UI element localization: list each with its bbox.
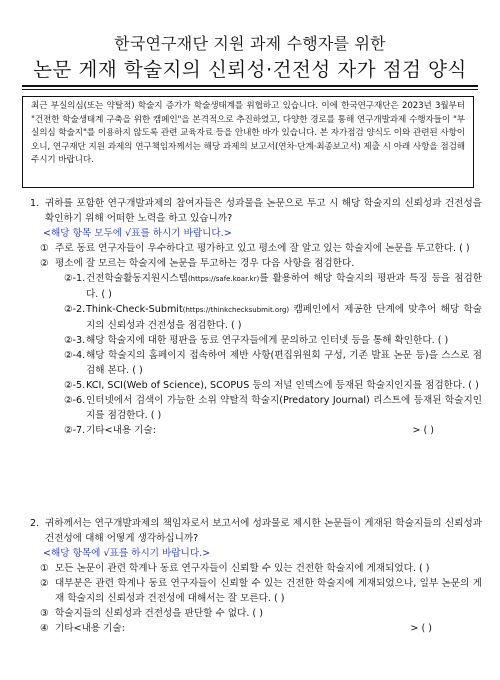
q2-option-3[interactable]: ③ 학술지들의 신뢰성과 건전성을 판단할 수 없다. ( )	[40, 608, 263, 619]
q1-suboption-2-5[interactable]: ②-5. KCI, SCI(Web of Science), SCOPUS 등의 저널 인덱스에 등재된 학술지인지를 점검한다. ( )	[64, 380, 479, 391]
question-1-number: 1.	[30, 198, 40, 209]
thinkchecksubmit-url: (https://thinkchecksubmit.org)	[182, 306, 290, 314]
q1-other-checkbox[interactable]: > ( )	[412, 425, 434, 436]
q1-suboption-2-5-marker: ②-5.	[64, 380, 86, 391]
q1-suboption-2-2-marker: ②-2.	[64, 304, 86, 315]
question-2-instruction: <해당 항목에 √표를 하시기 바랍니다.>	[43, 548, 211, 559]
q2-option-1[interactable]: ① 모든 논문이 관련 학계나 동료 연구자들이 신뢰할 수 있는 건전한 학술지에 게재되었다. ( )	[40, 563, 430, 574]
question-2	[30, 516, 482, 636]
question-1-instruction: <해당 항목 모두에 √표를 하시기 바랍니다.>	[43, 228, 232, 239]
page-title-line1: 한국연구재단 지원 과제 수행자를 위한	[114, 34, 386, 53]
q1-suboption-2-1[interactable]: ②-1. 건전학술활동지원시스템(https://safe.koar.kr)를 활용하여 해당 학술지의 평판과 특징 등을 점검한다. ( )	[64, 273, 482, 300]
q1-option-1-label: 주로 동료 연구자들이 우수하다고 평가하고 있고 평소에 잘 알고 있는 학술지에 논문을 투고한다. ( )	[55, 243, 470, 254]
q2-option-2[interactable]: ② 대부분은 관련 학계나 동료 연구자들이 신뢰할 수 있는 건전한 학술지에 게재되었으나, 일부 논문의 게재 학술지의 신뢰성과 건전성에 대해서는 잘 모른다. ( )	[40, 578, 482, 604]
q1-option-2-marker: ②	[40, 258, 49, 269]
q1-option-1-marker: ①	[40, 243, 49, 254]
q2-other-checkbox[interactable]: > ( )	[410, 623, 432, 634]
q1-option-2-label: 평소에 잘 모르는 학술지에 논문을 투고하는 경우 다음 사항을 점검한다.	[55, 258, 355, 269]
q1-suboption-2-6[interactable]: ②-6. 인터넷에서 검색이 가능한 소위 약탈적 학술지(Predatory Journal) 리스트에 등재된 학술지인지를 점검한다. ( )	[64, 395, 482, 421]
title-divider-thick	[22, 85, 478, 87]
q2-option-1-marker: ①	[40, 563, 49, 574]
page-title-line2: 논문 게재 학술지의 신뢰성·건전성 자가 점검 양식	[33, 58, 467, 81]
title-divider-thin	[22, 89, 478, 90]
q1-option-1[interactable]	[30, 241, 482, 256]
q1-suboption-2-4[interactable]: ②-4. 해당 학술지의 홈페이지 접속하여 제반 사항(편집위원회 구성, 기존 발표 논문 등)을 스스로 점검해 본다. ( )	[64, 350, 482, 376]
q2-option-2-marker: ②	[40, 578, 49, 589]
q2-option-4-marker: ④	[40, 623, 49, 634]
q1-suboption-list	[30, 271, 482, 438]
question-1	[30, 196, 482, 438]
q1-suboption-2-3-marker: ②-3.	[64, 335, 86, 346]
q1-suboption-2-2[interactable]: ②-2. Think-Check-Submit(https://thinkchecksubmit.org) 캠페인에서 제공한 단계에 맞추어 해당 학술지의 신뢰성과 건전성을 점검한다. ( )	[64, 304, 482, 331]
q1-suboption-2-6-marker: ②-6.	[64, 395, 86, 406]
question-1-text: 1. 귀하를 포함한 연구개발과제의 참여자들은 성과물을 논문으로 투고 시 해당 학술지의 신뢰성과 건전성을 확인하기 위해 어떠한 노력을 하고 있습니까?	[30, 198, 482, 224]
safe-koar-url: (https://safe.koar.kr)	[187, 275, 260, 283]
question-2-text: 2. 귀하께서는 연구개발과제의 책임자로서 보고서에 성과물로 제시한 논문들이 게재된 학술지들의 신뢰성과 건전성에 대해 어떻게 생각하십니까?	[30, 518, 482, 544]
q1-suboption-2-7-marker: ②-7.	[64, 425, 86, 436]
q2-other-label: 기타<내용 기술:	[55, 623, 125, 634]
q2-option-3-marker: ③	[40, 608, 49, 619]
notice-box: 최근 부실의심(또는 약탈적) 학술지 증가가 학술생태계를 위협하고 있습니다. 이에 한국연구재단은 2023년 3월부터 "건전한 학술생태계 구축을 위한 캠페인"을 본격적으로 추진하였고, 다양한 경로를 통해 연구개발과제 수행자들이 "부실의심 학술지"를 이용하지 않도록 관련 교육자료 등을 안내한 바가 있습니다. 본 자가점검 양식도 이와 관련된 사항이오니, 연구재단 지원 과제의 연구책임자께서는 해당 과제의 보고서(연차·단계·최종보고서) 제출 시 아래 사항을 점검해 주시기 바랍니다.	[22, 96, 474, 188]
q1-other-label: 기타<내용 기술:	[86, 425, 156, 436]
q1-suboption-2-4-marker: ②-4.	[64, 350, 86, 361]
q2-option-4[interactable]	[30, 621, 482, 636]
q1-option-2	[30, 256, 482, 271]
question-2-number: 2.	[30, 518, 40, 529]
q1-suboption-2-1-marker: ②-1.	[64, 273, 86, 284]
q1-suboption-2-3[interactable]: ②-3. 해당 학술지에 대한 평판을 동료 연구자들에게 문의하고 인터넷 등을 통해 확인한다. ( )	[64, 335, 449, 346]
q1-suboption-2-7[interactable]	[64, 423, 482, 438]
